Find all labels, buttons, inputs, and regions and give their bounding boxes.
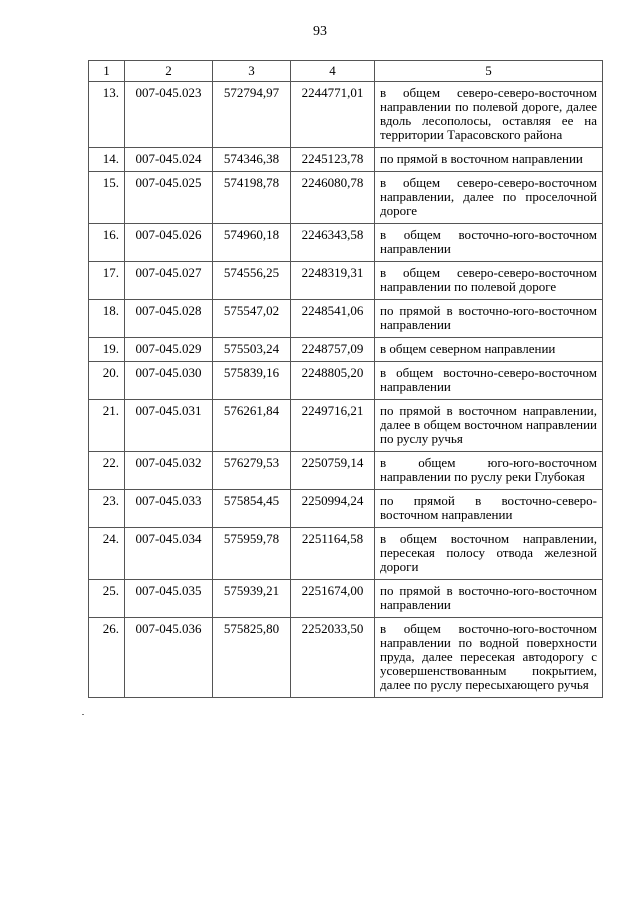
table-row: [89, 490, 603, 528]
row-number-cell: 25.: [89, 580, 125, 618]
y-coordinate-cell: 2246080,78: [291, 172, 375, 224]
row-number-cell: 18.: [89, 300, 125, 338]
x-coordinate-cell: 575547,02: [213, 300, 291, 338]
row-number-cell: 14.: [89, 148, 125, 172]
x-coordinate-cell: 575825,80: [213, 618, 291, 698]
column-header-4: 4: [291, 61, 375, 82]
x-coordinate-cell: 576279,53: [213, 452, 291, 490]
column-header-2: 2: [125, 61, 213, 82]
boundary-description-cell: в общем восточно-северо-восточном направлении: [375, 362, 603, 400]
point-code-cell: 007-045.029: [125, 338, 213, 362]
boundary-description-cell: по прямой в восточном направлении, далее в общем восточном направлении по руслу ручья: [375, 400, 603, 452]
row-number-cell: 19.: [89, 338, 125, 362]
point-code-cell: 007-045.035: [125, 580, 213, 618]
point-code-cell: 007-045.026: [125, 224, 213, 262]
x-coordinate-cell: 575959,78: [213, 528, 291, 580]
table-row: [89, 400, 603, 452]
y-coordinate-cell: 2248757,09: [291, 338, 375, 362]
table-row: [89, 338, 603, 362]
point-code-cell: 007-045.030: [125, 362, 213, 400]
point-code-cell: 007-045.031: [125, 400, 213, 452]
point-code-cell: 007-045.024: [125, 148, 213, 172]
row-number-cell: 22.: [89, 452, 125, 490]
table-row: [89, 618, 603, 698]
x-coordinate-cell: 575503,24: [213, 338, 291, 362]
y-coordinate-cell: 2246343,58: [291, 224, 375, 262]
boundary-description-cell: по прямой в восточно-северо-восточном направлении: [375, 490, 603, 528]
table-row: [89, 300, 603, 338]
table-row: [89, 172, 603, 224]
y-coordinate-cell: 2248541,06: [291, 300, 375, 338]
x-coordinate-cell: 572794,97: [213, 82, 291, 148]
point-code-cell: 007-045.025: [125, 172, 213, 224]
row-number-cell: 17.: [89, 262, 125, 300]
point-code-cell: 007-045.033: [125, 490, 213, 528]
x-coordinate-cell: 575939,21: [213, 580, 291, 618]
boundary-description-cell: в общем северном направлении: [375, 338, 603, 362]
page-number: 93: [313, 24, 327, 39]
row-number-cell: 20.: [89, 362, 125, 400]
y-coordinate-cell: 2249716,21: [291, 400, 375, 452]
x-coordinate-cell: 575839,16: [213, 362, 291, 400]
table-row: [89, 262, 603, 300]
y-coordinate-cell: 2245123,78: [291, 148, 375, 172]
point-code-cell: 007-045.023: [125, 82, 213, 148]
boundary-description-cell: по прямой в восточном направлении: [375, 148, 603, 172]
table-row: [89, 82, 603, 148]
table-row: [89, 580, 603, 618]
boundary-description-cell: в общем восточном направлении, пересекая полосу отвода железной дороги: [375, 528, 603, 580]
table-row: [89, 362, 603, 400]
x-coordinate-cell: 574346,38: [213, 148, 291, 172]
y-coordinate-cell: 2244771,01: [291, 82, 375, 148]
row-number-cell: 15.: [89, 172, 125, 224]
x-coordinate-cell: 574556,25: [213, 262, 291, 300]
table-row: [89, 224, 603, 262]
column-header-5: 5: [375, 61, 603, 82]
boundary-description-cell: по прямой в восточно-юго-восточном направлении: [375, 580, 603, 618]
point-code-cell: 007-045.034: [125, 528, 213, 580]
table-header-row: [89, 61, 603, 82]
boundary-description-cell: по прямой в восточно-юго-восточном направлении: [375, 300, 603, 338]
x-coordinate-cell: 576261,84: [213, 400, 291, 452]
row-number-cell: 24.: [89, 528, 125, 580]
y-coordinate-cell: 2251164,58: [291, 528, 375, 580]
table-row: [89, 148, 603, 172]
y-coordinate-cell: 2251674,00: [291, 580, 375, 618]
table-row: [89, 452, 603, 490]
column-header-1: 1: [89, 61, 125, 82]
point-code-cell: 007-045.032: [125, 452, 213, 490]
point-code-cell: 007-045.036: [125, 618, 213, 698]
boundary-points-table: [88, 60, 603, 698]
boundary-description-cell: в общем северо-северо-восточном направлении по полевой дороге, далее вдоль лесополосы, оставляя ее на территории Тарасовского района: [375, 82, 603, 148]
y-coordinate-cell: 2252033,50: [291, 618, 375, 698]
table-row: [89, 528, 603, 580]
row-number-cell: 13.: [89, 82, 125, 148]
x-coordinate-cell: 574198,78: [213, 172, 291, 224]
row-number-cell: 26.: [89, 618, 125, 698]
x-coordinate-cell: 575854,45: [213, 490, 291, 528]
boundary-description-cell: в общем восточно-юго-восточном направлении по водной поверхности пруда, далее пересекая автодорогу с усовершенствованным покрытием, далее по руслу пересыхающего ручья: [375, 618, 603, 698]
row-number-cell: 16.: [89, 224, 125, 262]
margin-mark: [82, 714, 84, 715]
point-code-cell: 007-045.027: [125, 262, 213, 300]
boundary-description-cell: в общем юго-юго-восточном направлении по руслу реки Глубокая: [375, 452, 603, 490]
y-coordinate-cell: 2248805,20: [291, 362, 375, 400]
boundary-description-cell: в общем восточно-юго-восточном направлении: [375, 224, 603, 262]
y-coordinate-cell: 2250994,24: [291, 490, 375, 528]
x-coordinate-cell: 574960,18: [213, 224, 291, 262]
point-code-cell: 007-045.028: [125, 300, 213, 338]
y-coordinate-cell: 2250759,14: [291, 452, 375, 490]
row-number-cell: 23.: [89, 490, 125, 528]
boundary-description-cell: в общем северо-северо-восточном направлении, далее по проселочной дороге: [375, 172, 603, 224]
boundary-description-cell: в общем северо-северо-восточном направлении по полевой дороге: [375, 262, 603, 300]
y-coordinate-cell: 2248319,31: [291, 262, 375, 300]
row-number-cell: 21.: [89, 400, 125, 452]
column-header-3: 3: [213, 61, 291, 82]
